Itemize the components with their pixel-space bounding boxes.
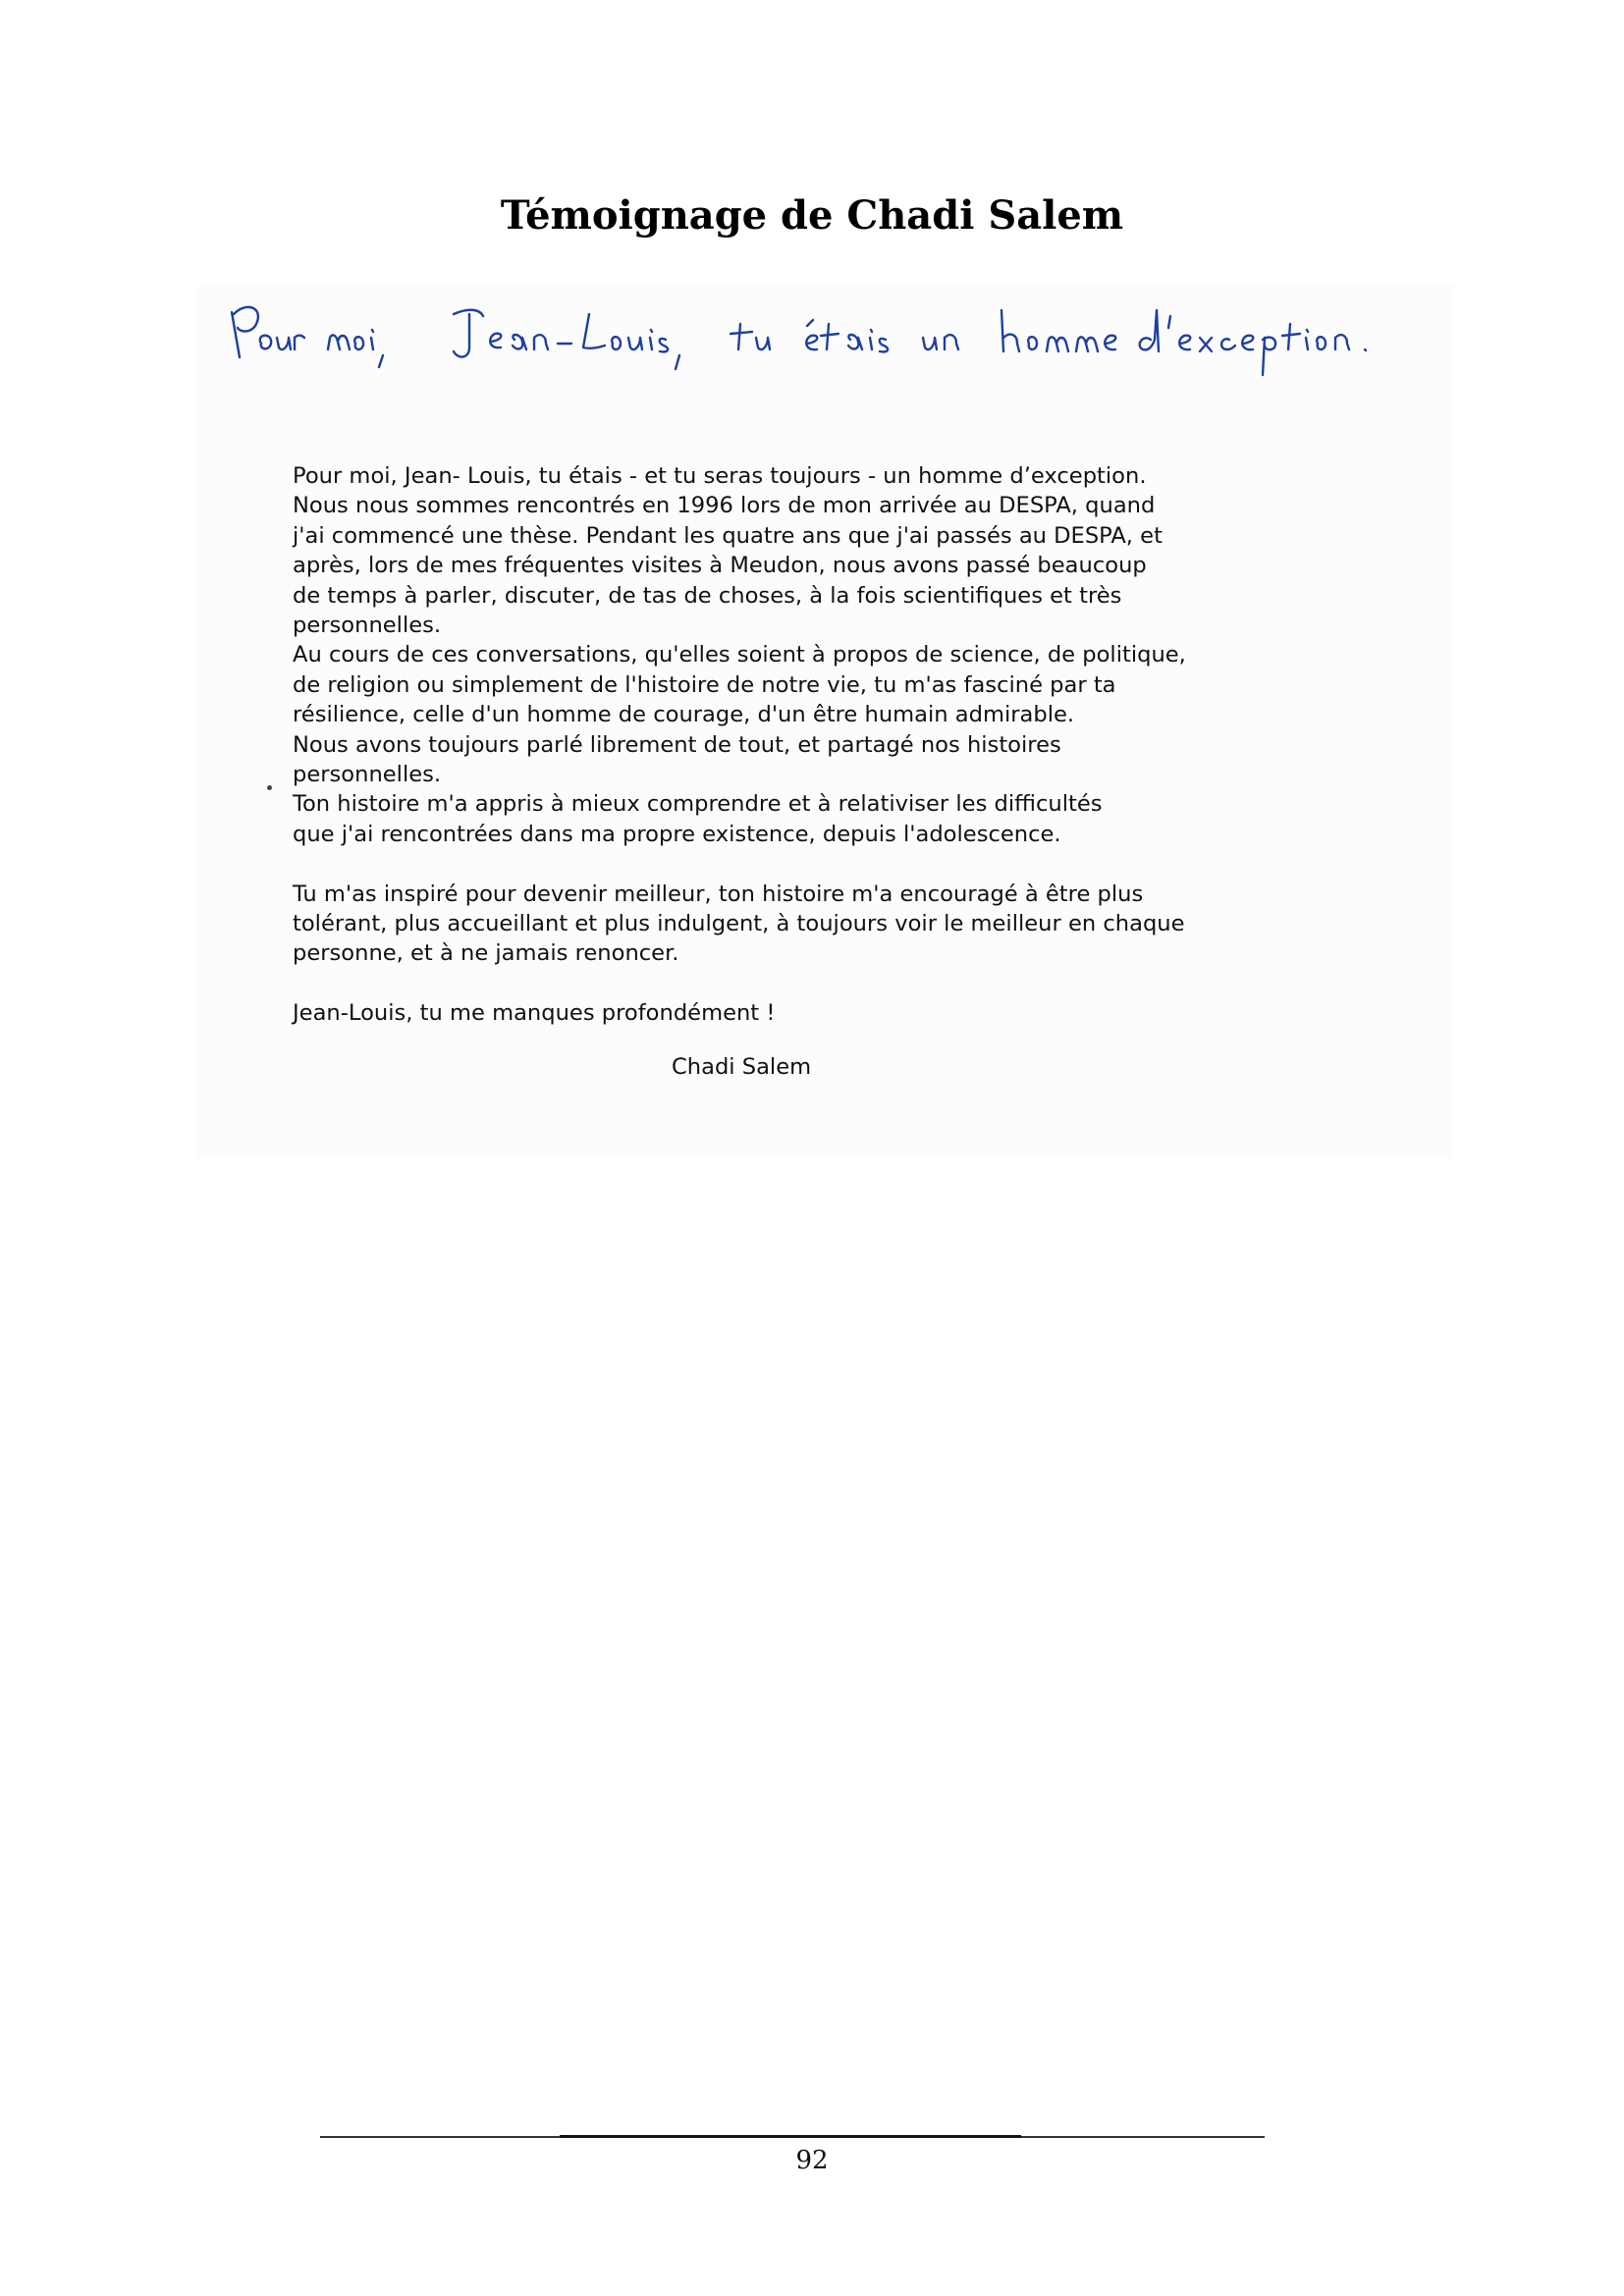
letter-line: Pour moi, Jean- Louis, tu étais - et tu seras toujours - un homme d’exception. xyxy=(293,463,1147,489)
letter-line: Nous nous sommes rencontrés en 1996 lors de mon arrivée au DESPA, quand xyxy=(293,493,1156,519)
letter-paragraph-2 xyxy=(293,880,1274,969)
letter-line: Nous avons toujours parlé librement de tout, et partagé nos histoires xyxy=(293,731,1061,758)
letter-line: Au cours de ces conversations, qu'elles soient à propos de science, de politique, xyxy=(293,642,1186,668)
letter-line: que j'ai rencontrées dans ma propre existence, depuis l'adolescence. xyxy=(293,821,1061,847)
paragraph-spacer xyxy=(293,849,1274,879)
letter-line: j'ai commencé une thèse. Pendant les quatre ans que j'ai passés au DESPA, et xyxy=(293,522,1163,549)
letter-line: tolérant, plus accueillant et plus indulgent, à toujours voir le meilleur en chaque xyxy=(293,911,1185,937)
letter-body xyxy=(293,461,1274,1029)
handwritten-note xyxy=(226,294,1404,402)
letter-line: de temps à parler, discuter, de tas de choses, à la fois scientifiques et très xyxy=(293,582,1122,609)
signature: Chadi Salem xyxy=(672,1054,812,1080)
page-title: Témoignage de Chadi Salem xyxy=(500,192,1124,239)
letter-line: personne, et à ne jamais renoncer. xyxy=(293,940,679,967)
letter-line: personnelles. xyxy=(293,762,442,788)
letter-line: de religion ou simplement de l'histoire de notre vie, tu m'as fasciné par ta xyxy=(293,671,1116,698)
page-number: 92 xyxy=(795,2146,829,2175)
footer-rule-accent xyxy=(560,2135,1021,2138)
letter-line: résilience, celle d'un homme de courage, d'un être humain admirable. xyxy=(293,702,1075,728)
letter-paragraph-1 xyxy=(293,461,1274,849)
letter-line: Ton histoire m'a appris à mieux comprendre et à relativiser les difficultés xyxy=(293,791,1103,818)
scan-artifact-dot xyxy=(267,785,272,790)
letter-line: après, lors de mes fréquentes visites à Meudon, nous avons passé beaucoup xyxy=(293,553,1147,579)
letter-line: personnelles. xyxy=(293,613,442,639)
letter-closing: Jean-Louis, tu me manques profondément ! xyxy=(293,1000,776,1027)
paragraph-spacer xyxy=(293,969,1274,998)
letter-line: Tu m'as inspiré pour devenir meilleur, ton histoire m'a encouragé à être plus xyxy=(293,881,1144,907)
